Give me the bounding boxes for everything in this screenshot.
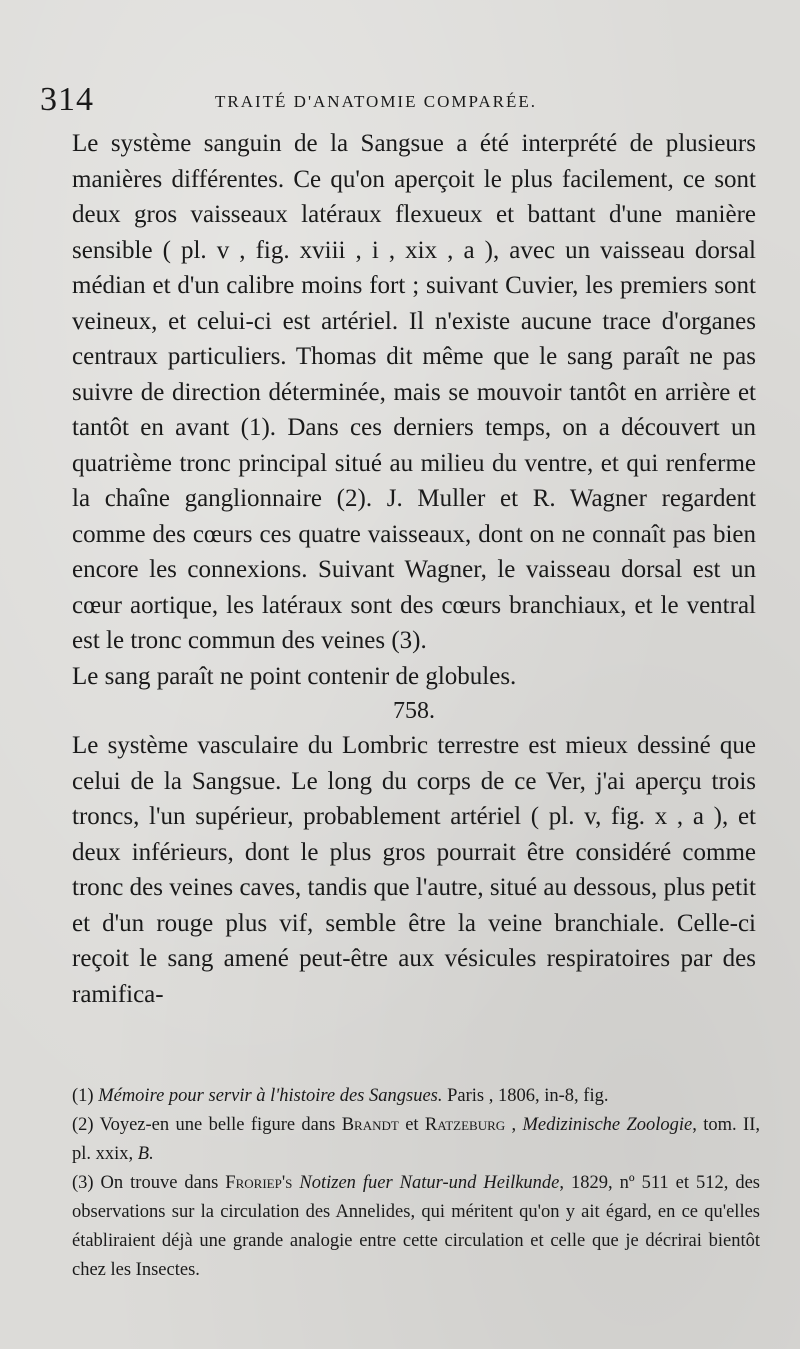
footnote-3-text-a: On trouve dans xyxy=(93,1173,226,1193)
footnote-1-title: Mémoire pour servir à l'histoire des Sangsues. xyxy=(98,1086,443,1106)
footnote-3 xyxy=(72,1169,760,1285)
footnote-2-plate: B. xyxy=(137,1144,154,1164)
section-number: 758. xyxy=(393,698,435,724)
running-title: TRAITÉ D'ANATOMIE COMPARÉE. xyxy=(215,92,537,111)
footnote-1-mark: (1) xyxy=(72,1086,94,1106)
footnotes xyxy=(72,1082,760,1285)
footnote-3-text-c: , 1829, nº 511 et 512, des observations sur la circulation des Annelides, qui méritent qu'on y ait égard, en ce qu'elles établiraient déjà une grande analogie entre cette circulation et celle que je décrirai bientôt chez les Insectes. xyxy=(72,1173,760,1280)
footnote-2-text-d: , tom. II, pl. xxix, xyxy=(72,1115,760,1164)
footnote-3-work: Notizen fuer Natur-und Heilkunde xyxy=(299,1173,560,1193)
paragraph-lombric-system: Le système vasculaire du Lombric terrestre est mieux dessiné que celui de la Sangsue. Le long du corps de ce Ver, j'ai aperçu trois troncs, l'un supérieur, probablement artériel ( pl. v, fig. x , a ), et deux inférieurs, dont le plus gros pourrait être considéré comme tronc des veines caves, tandis que l'autre, situé au dessous, plus petit et d'un rouge plus vif, semble être la veine branchiale. Celle-ci reçoit le sang amené peut-être aux vésicules respiratoires par des ramifica- xyxy=(72,732,756,1008)
footnote-2-work: Medizinische Zoologie xyxy=(522,1115,693,1135)
footnote-2-text-b: et xyxy=(398,1115,425,1135)
paragraph-sangsue-blood: Le sang paraît ne point contenir de globules. xyxy=(72,662,517,690)
footnote-2 xyxy=(72,1111,760,1169)
footnote-1-rest: Paris , 1806, in-8, fig. xyxy=(442,1086,609,1106)
footnote-2-text-a: Voyez-en une belle figure dans xyxy=(93,1115,342,1135)
footnote-2-author-brandt: Brandt xyxy=(341,1115,399,1135)
footnote-3-mark: (3) xyxy=(72,1173,94,1193)
page-number: 314 xyxy=(40,81,94,118)
main-text xyxy=(72,126,756,1012)
footnote-2-text-c: , xyxy=(505,1115,523,1135)
footnote-1 xyxy=(72,1082,760,1111)
footnote-2-author-ratzeburg: Ratzeburg xyxy=(424,1115,506,1135)
paragraph-sangsue-system: Le système sanguin de la Sangsue a été interprété de plusieurs manières différentes. Ce qu'on aperçoit le plus facilement, ce sont deux gros vaisseaux latéraux flexueux et battant d'une manière sensible ( pl. v , fig. xviii , i , xix , a ), avec un vaisseau dorsal médian et d'un calibre moins fort ; suivant Cuvier, les premiers sont veineux, et celui-ci est artériel. Il n'existe aucune trace d'organes centraux particuliers. Thomas dit même que le sang paraît ne pas suivre de direction déterminée, mais se mouvoir tantôt en arrière et tantôt en avant (1). Dans ces derniers temps, on a découvert un quatrième tronc principal situé au milieu du ventre, et qui renferme la chaîne ganglionnaire (2). J. Muller et R. Wagner regardent comme des cœurs ces quatre vaisseaux, dont on ne connaît pas bien encore les connexions. Suivant Wagner, le vaisseau dorsal est un cœur aortique, les latéraux sont des cœurs branchiaux, et le ventral est le tronc commun des veines (3). xyxy=(72,130,756,654)
footnote-2-mark: (2) xyxy=(72,1115,94,1135)
footnote-3-author-froriep: Froriep's xyxy=(225,1173,293,1193)
page-header xyxy=(40,80,760,120)
